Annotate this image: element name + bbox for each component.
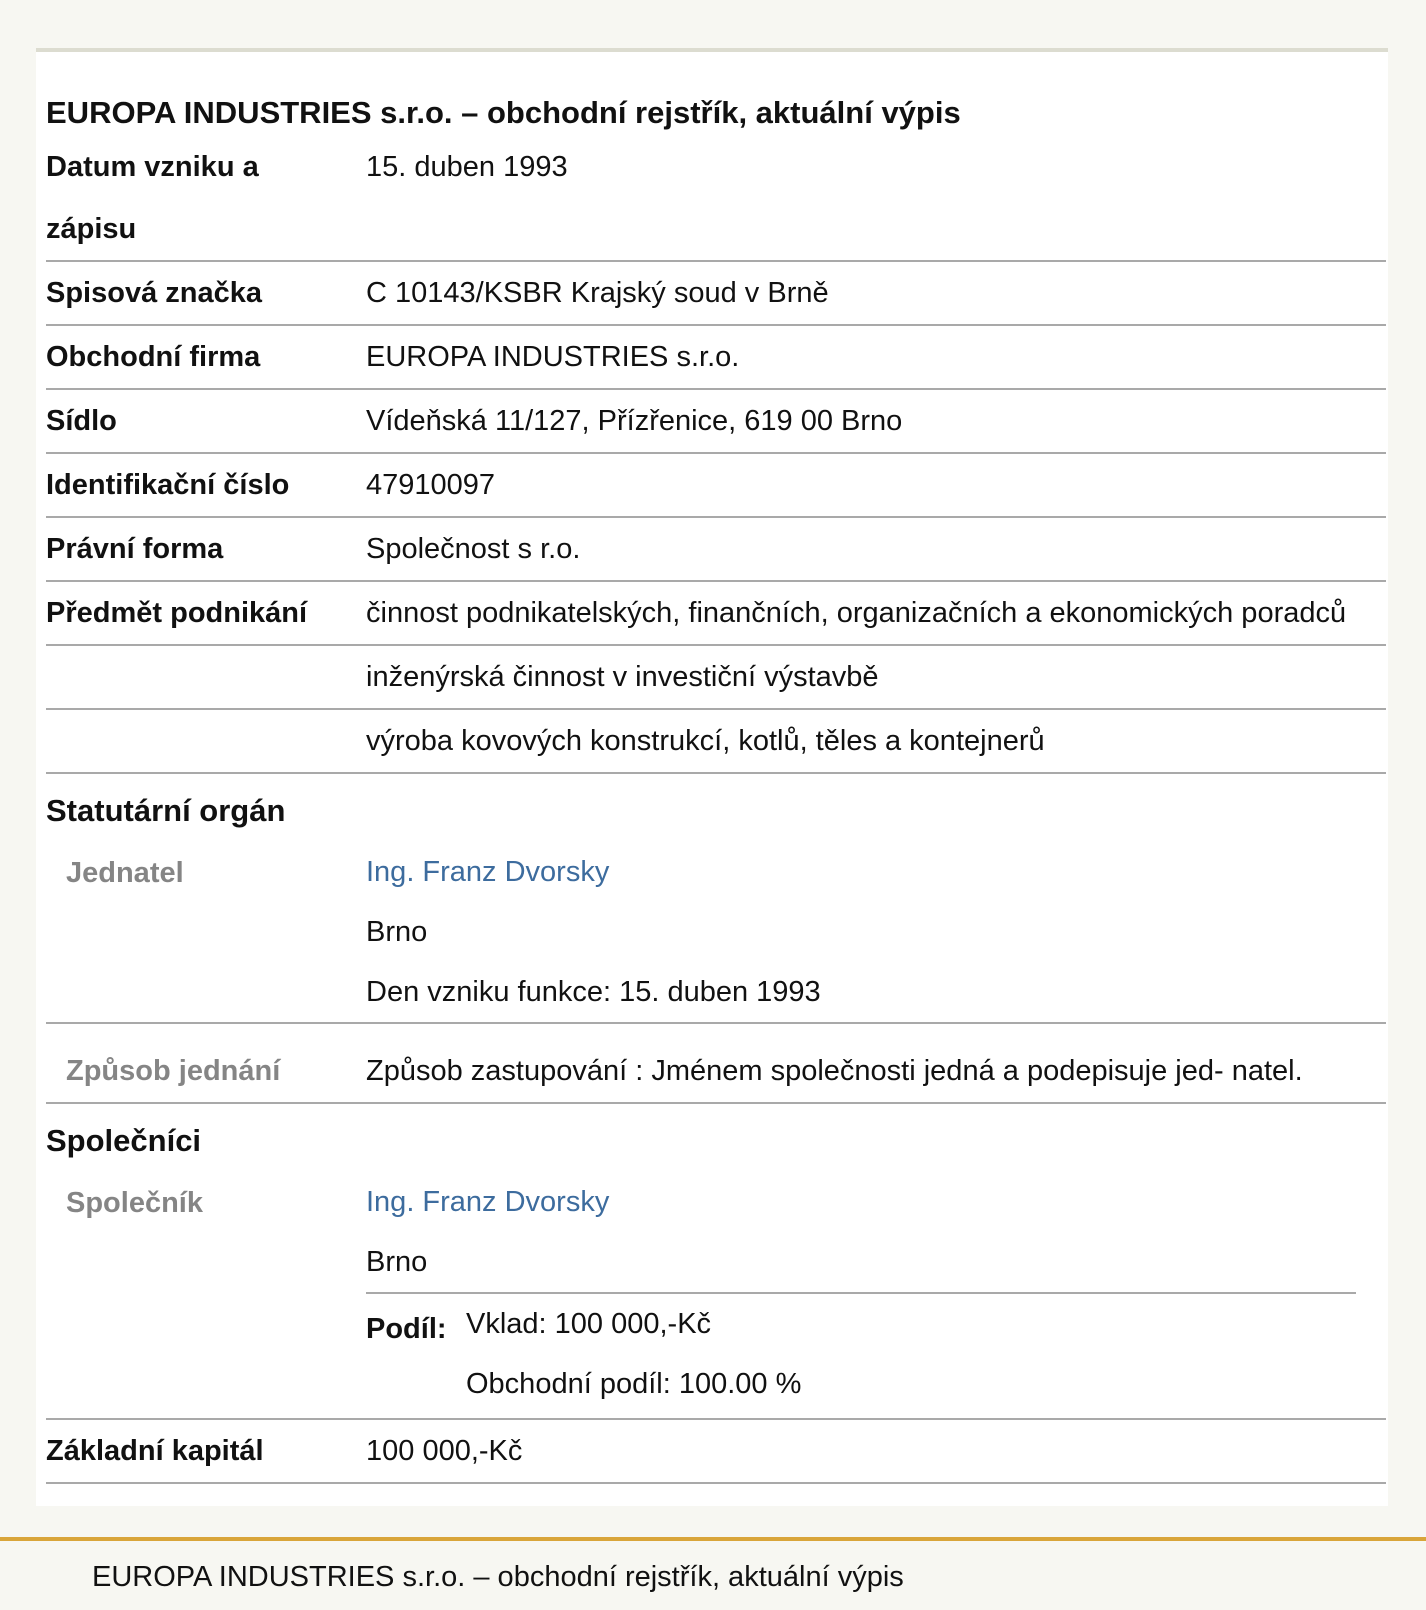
label-spolecnik: Společník: [66, 1187, 203, 1219]
registry-card: [36, 52, 1388, 1506]
value-obchodni-firma: EUROPA INDUSTRIES s.r.o.: [366, 341, 740, 373]
label-spisova-znacka: Spisová značka: [46, 277, 262, 309]
row-zpusob-jednani: [46, 1024, 1386, 1104]
label-jednatel: Jednatel: [66, 857, 184, 889]
label-zpusob-jednani: Způsob jednání: [66, 1055, 281, 1087]
value-spisova-znacka: C 10143/KSBR Krajský soud v Brně: [366, 277, 829, 309]
row-pravni-forma: [46, 518, 1386, 582]
spolecnik-city: Brno: [366, 1246, 428, 1278]
value-sidlo: Vídeňská 11/127, Přízřenice, 619 00 Brno: [366, 405, 903, 437]
section-spolecnici: Společníci: [46, 1123, 202, 1158]
label-datum-line2: zápisu: [46, 213, 137, 245]
value-spolecnik: [366, 1172, 1386, 1418]
spolecnik-podil: [366, 1292, 1356, 1418]
row-predmet-podnikani-1: [46, 582, 1386, 646]
row-datum-vzniku: [46, 136, 1386, 262]
label-datum-vzniku: [46, 136, 366, 260]
row-jednatel: [46, 842, 1386, 1024]
row-identifikacni-cislo: [46, 454, 1386, 518]
registry-content: [46, 92, 1386, 1484]
row-obchodni-firma: [46, 326, 1386, 390]
row-predmet-podnikani-2: [46, 646, 1386, 710]
value-identifikacni-cislo: 47910097: [366, 469, 496, 501]
podil-label: Podíl:: [366, 1313, 447, 1345]
spolecnik-name-link[interactable]: Ing. Franz Dvorsky: [366, 1186, 610, 1218]
section-statutarni-organ: Statutární orgán: [46, 793, 286, 828]
jednatel-city: Brno: [366, 916, 428, 948]
label-sidlo: Sídlo: [46, 405, 117, 437]
label-datum-line1: Datum vzniku a: [46, 151, 259, 183]
footer-title: EUROPA INDUSTRIES s.r.o. – obchodní rejstřík, aktuální výpis: [92, 1561, 904, 1593]
label-empty: [46, 646, 366, 708]
value-jednatel: [366, 842, 1386, 1022]
row-zakladni-kapital: [46, 1420, 1386, 1484]
podil-values: [466, 1298, 801, 1418]
footer-rule: [0, 1537, 1426, 1541]
label-pravni-forma: Právní forma: [46, 533, 224, 565]
row-spolecnik: [46, 1172, 1386, 1420]
label-identifikacni-cislo: Identifikační číslo: [46, 469, 290, 501]
value-zakladni-kapital: 100 000,-Kč: [366, 1435, 523, 1467]
jednatel-name-link[interactable]: Ing. Franz Dvorsky: [366, 856, 610, 888]
value-pravni-forma: Společnost s r.o.: [366, 533, 581, 565]
podil-vklad: Vklad: 100 000,-Kč: [466, 1308, 712, 1340]
label-zakladni-kapital: Základní kapitál: [46, 1435, 264, 1467]
row-spisova-znacka: [46, 262, 1386, 326]
value-zpusob-jednani: Způsob zastupování : Jménem společnosti jedná a podepisuje jed- natel.: [366, 1055, 1303, 1087]
label-obchodni-firma: Obchodní firma: [46, 341, 261, 373]
value-predmet-item: výroba kovových konstrukcí, kotlů, těles a kontejnerů: [366, 725, 1045, 757]
row-sidlo: [46, 390, 1386, 454]
label-empty: [46, 710, 366, 772]
page-title: EUROPA INDUSTRIES s.r.o. – obchodní rejstřík, aktuální výpis: [46, 95, 961, 130]
label-predmet-podnikani: Předmět podnikání: [46, 597, 308, 629]
value-datum-vzniku: 15. duben 1993: [366, 151, 568, 183]
row-predmet-podnikani-3: [46, 710, 1386, 774]
value-predmet-item: inženýrská činnost v investiční výstavbě: [366, 661, 879, 693]
jednatel-since: Den vzniku funkce: 15. duben 1993: [366, 976, 821, 1008]
value-predmet-item: činnost podnikatelských, finančních, organizačních a ekonomických poradců: [366, 597, 1347, 629]
podil-obchodni: Obchodní podíl: 100.00 %: [466, 1368, 802, 1400]
